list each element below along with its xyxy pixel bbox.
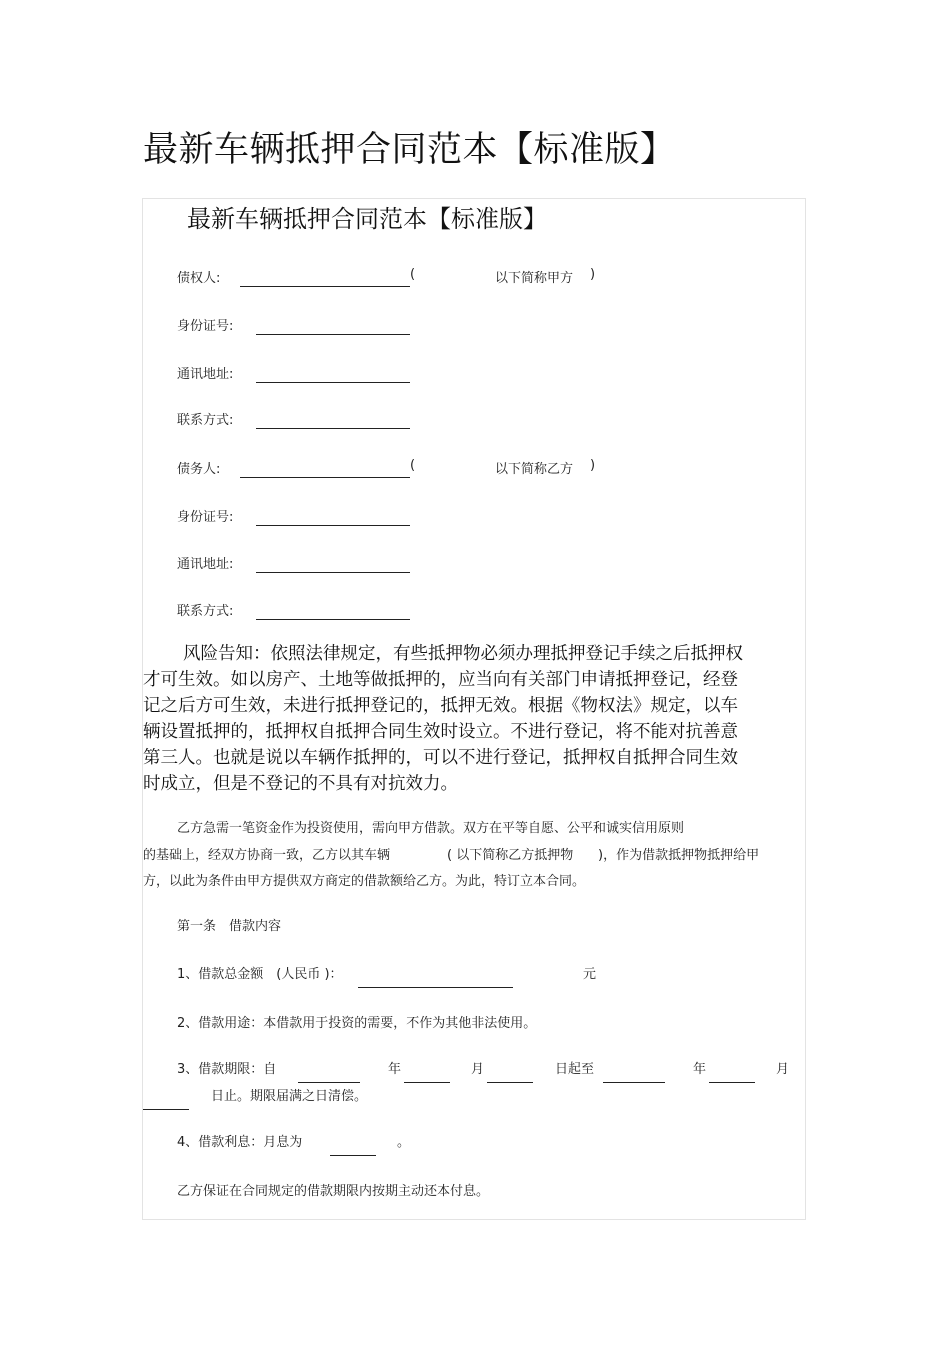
- creditor-open-paren: (: [410, 267, 416, 282]
- creditor-address-label: 通讯地址:: [177, 367, 234, 382]
- debtor-label: 债务人:: [177, 462, 221, 477]
- day-from-label: 日起至: [555, 1062, 595, 1077]
- risk-notice-line: 风险告知：依照法律规定，有些抵押物必须办理抵押登记手续之后抵押权: [183, 644, 743, 664]
- loan-purpose: 2、借款用途：本借款用于投资的需要，不作为其他非法使用。: [177, 1016, 537, 1031]
- month-label: 月: [776, 1062, 790, 1077]
- end-day-blank[interactable]: [143, 1091, 189, 1110]
- debtor-close-paren: ): [590, 458, 596, 473]
- interest-end: 。: [397, 1135, 411, 1150]
- year-label: 年: [693, 1062, 707, 1077]
- risk-notice-line: 才可生效。如以房产、土地等做抵押的，应当向有关部门申请抵押登记，经登: [143, 670, 738, 690]
- end-month-blank[interactable]: [709, 1064, 755, 1083]
- creditor-id-blank[interactable]: [256, 316, 410, 335]
- interest-blank[interactable]: [330, 1137, 376, 1156]
- start-month-blank[interactable]: [404, 1064, 450, 1083]
- risk-notice-line: 第三人。也就是说以车辆作抵押的，可以不进行登记，抵押权自抵押合同生效: [143, 748, 738, 768]
- creditor-contact-label: 联系方式:: [177, 413, 234, 428]
- document-title: 最新车辆抵押合同范本【标准版】: [143, 130, 676, 170]
- creditor-alias: 以下简称甲方: [495, 271, 574, 286]
- repayment-guarantee: 乙方保证在合同规定的借款期限内按期主动还本付息。: [177, 1184, 490, 1199]
- preamble-line: 乙方急需一笔资金作为投资使用，需向甲方借款。双方在平等自愿、公平和诚实信用原则: [177, 821, 685, 836]
- preamble-line: 的基础上，经双方协商一致，乙方以其车辆: [143, 848, 391, 863]
- month-label: 月: [471, 1062, 485, 1077]
- loan-term-label: 3、借款期限：自: [177, 1062, 277, 1077]
- preamble-line: 方，以此为条件由甲方提供双方商定的借款额给乙方。为此，特订立本合同。: [143, 874, 586, 889]
- article1-heading: 第一条 借款内容: [177, 919, 282, 934]
- loan-amount-blank[interactable]: [358, 969, 513, 988]
- debtor-address-label: 通讯地址:: [177, 557, 234, 572]
- loan-amount-label: 1、借款总金额 (人民币 )：: [177, 967, 343, 982]
- creditor-label: 债权人:: [177, 271, 221, 286]
- year-label: 年: [388, 1062, 402, 1077]
- creditor-name-blank[interactable]: [240, 268, 410, 287]
- debtor-address-blank[interactable]: [256, 554, 410, 573]
- interest-label: 4、借款利息：月息为: [177, 1135, 303, 1150]
- loan-term-end: 日止。期限届满之日清偿。: [211, 1089, 368, 1104]
- debtor-name-blank[interactable]: [240, 459, 410, 478]
- debtor-contact-label: 联系方式:: [177, 604, 234, 619]
- preamble-line: ( 以下简称乙方抵押物: [447, 848, 574, 863]
- contract-title: 最新车辆抵押合同范本【标准版】: [187, 205, 547, 233]
- risk-notice-line: 记之后方可生效，未进行抵押登记的，抵押无效。根据《物权法》规定，以车: [143, 696, 738, 716]
- debtor-id-label: 身份证号:: [177, 510, 234, 525]
- risk-notice-line: 时成立，但是不登记的不具有对抗效力。: [143, 774, 458, 794]
- start-day-blank[interactable]: [487, 1064, 533, 1083]
- debtor-contact-blank[interactable]: [256, 601, 410, 620]
- risk-notice-line: 辆设置抵押的，抵押权自抵押合同生效时设立。不进行登记，将不能对抗善意: [143, 722, 738, 742]
- creditor-address-blank[interactable]: [256, 364, 410, 383]
- debtor-alias: 以下简称乙方: [495, 462, 574, 477]
- creditor-contact-blank[interactable]: [256, 410, 410, 429]
- loan-amount-unit: 元: [583, 967, 597, 982]
- debtor-id-blank[interactable]: [256, 507, 410, 526]
- end-year-blank[interactable]: [603, 1064, 665, 1083]
- creditor-close-paren: ): [590, 267, 596, 282]
- creditor-id-label: 身份证号:: [177, 319, 234, 334]
- start-year-blank[interactable]: [298, 1064, 360, 1083]
- debtor-open-paren: (: [410, 458, 416, 473]
- preamble-line: )，作为借款抵押物抵押给甲: [598, 848, 760, 863]
